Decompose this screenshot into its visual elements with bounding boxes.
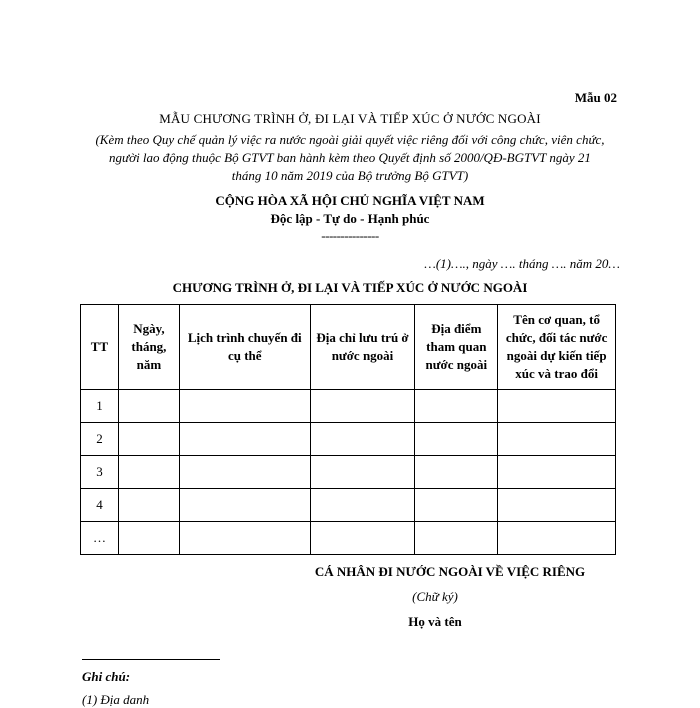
footnote-divider: [82, 659, 220, 660]
header-date: Ngày, tháng, năm: [118, 305, 179, 390]
table-cell[interactable]: [498, 489, 616, 522]
national-title: CỘNG HÒA XÃ HỘI CHỦ NGHĨA VIỆT NAM: [215, 193, 485, 208]
signer-name: Họ và tên: [408, 614, 462, 629]
table-cell[interactable]: [498, 522, 616, 555]
row-number: 3: [81, 456, 119, 489]
table-cell[interactable]: [310, 423, 415, 456]
table-row: [81, 456, 616, 489]
table-cell[interactable]: [415, 423, 498, 456]
signer-title: CÁ NHÂN ĐI NƯỚC NGOÀI VỀ VIỆC RIÊNG: [314, 564, 586, 579]
table-row: [81, 423, 616, 456]
table-cell[interactable]: [415, 390, 498, 423]
table-cell[interactable]: [118, 489, 179, 522]
table-row: [81, 390, 616, 423]
row-number: 4: [81, 489, 119, 522]
table-cell[interactable]: [179, 489, 310, 522]
table-row: [81, 489, 616, 522]
document-subtitle: (Kèm theo Quy chế quản lý việc ra nước ngoài giải quyết việc riêng đối với công chức, viên chức, người lao động thuộc Bộ GTVT ban hành kèm theo Quyết định số 2000/QĐ-BGTVT ngày 21 tháng 10 năm 2019 của Bộ trưởng Bộ GTVT): [95, 132, 605, 183]
table-cell[interactable]: [118, 390, 179, 423]
schedule-table: [80, 304, 616, 555]
signature-note: (Chữ ký): [412, 589, 458, 604]
header-itinerary: Lịch trình chuyến đi cụ thể: [179, 305, 310, 390]
table-cell[interactable]: [415, 489, 498, 522]
table-cell[interactable]: [498, 423, 616, 456]
table-cell[interactable]: [118, 456, 179, 489]
table-cell[interactable]: [415, 522, 498, 555]
table-cell[interactable]: [310, 390, 415, 423]
header-sightseeing: Địa điểm tham quan nước ngoài: [415, 305, 498, 390]
table-cell[interactable]: [179, 390, 310, 423]
table-cell[interactable]: [310, 456, 415, 489]
table-cell[interactable]: [179, 522, 310, 555]
table-header-row: [81, 305, 616, 390]
table-title: CHƯƠNG TRÌNH Ở, ĐI LẠI VÀ TIẾP XÚC Ở NƯỚC NGOÀI: [172, 280, 528, 295]
national-motto: Độc lập - Tự do - Hạnh phúc: [270, 211, 430, 226]
table-cell[interactable]: [498, 456, 616, 489]
table-cell[interactable]: [415, 456, 498, 489]
notes-label: Ghi chú:: [82, 669, 131, 684]
note-item: (1) Địa danh: [82, 692, 150, 707]
table-cell[interactable]: [179, 456, 310, 489]
table-cell[interactable]: [179, 423, 310, 456]
document-title: MẪU CHƯƠNG TRÌNH Ở, ĐI LẠI VÀ TIẾP XÚC Ở NƯỚC NGOÀI: [159, 111, 541, 126]
table-cell[interactable]: [310, 489, 415, 522]
row-number: …: [81, 522, 119, 555]
row-number: 1: [81, 390, 119, 423]
table-row: [81, 522, 616, 555]
header-address: Địa chỉ lưu trú ở nước ngoài: [310, 305, 415, 390]
motto-divider: ---------------: [321, 228, 379, 243]
table-cell[interactable]: [118, 423, 179, 456]
table-cell[interactable]: [118, 522, 179, 555]
place-date-line: …(1)…., ngày …. tháng …. năm 20…: [424, 256, 620, 271]
table-cell[interactable]: [498, 390, 616, 423]
row-number: 2: [81, 423, 119, 456]
header-tt: TT: [81, 305, 119, 390]
header-contacts: Tên cơ quan, tổ chức, đối tác nước ngoài dự kiến tiếp xúc và trao đổi: [498, 305, 616, 390]
table-cell[interactable]: [310, 522, 415, 555]
form-number: Mẫu 02: [574, 90, 617, 105]
